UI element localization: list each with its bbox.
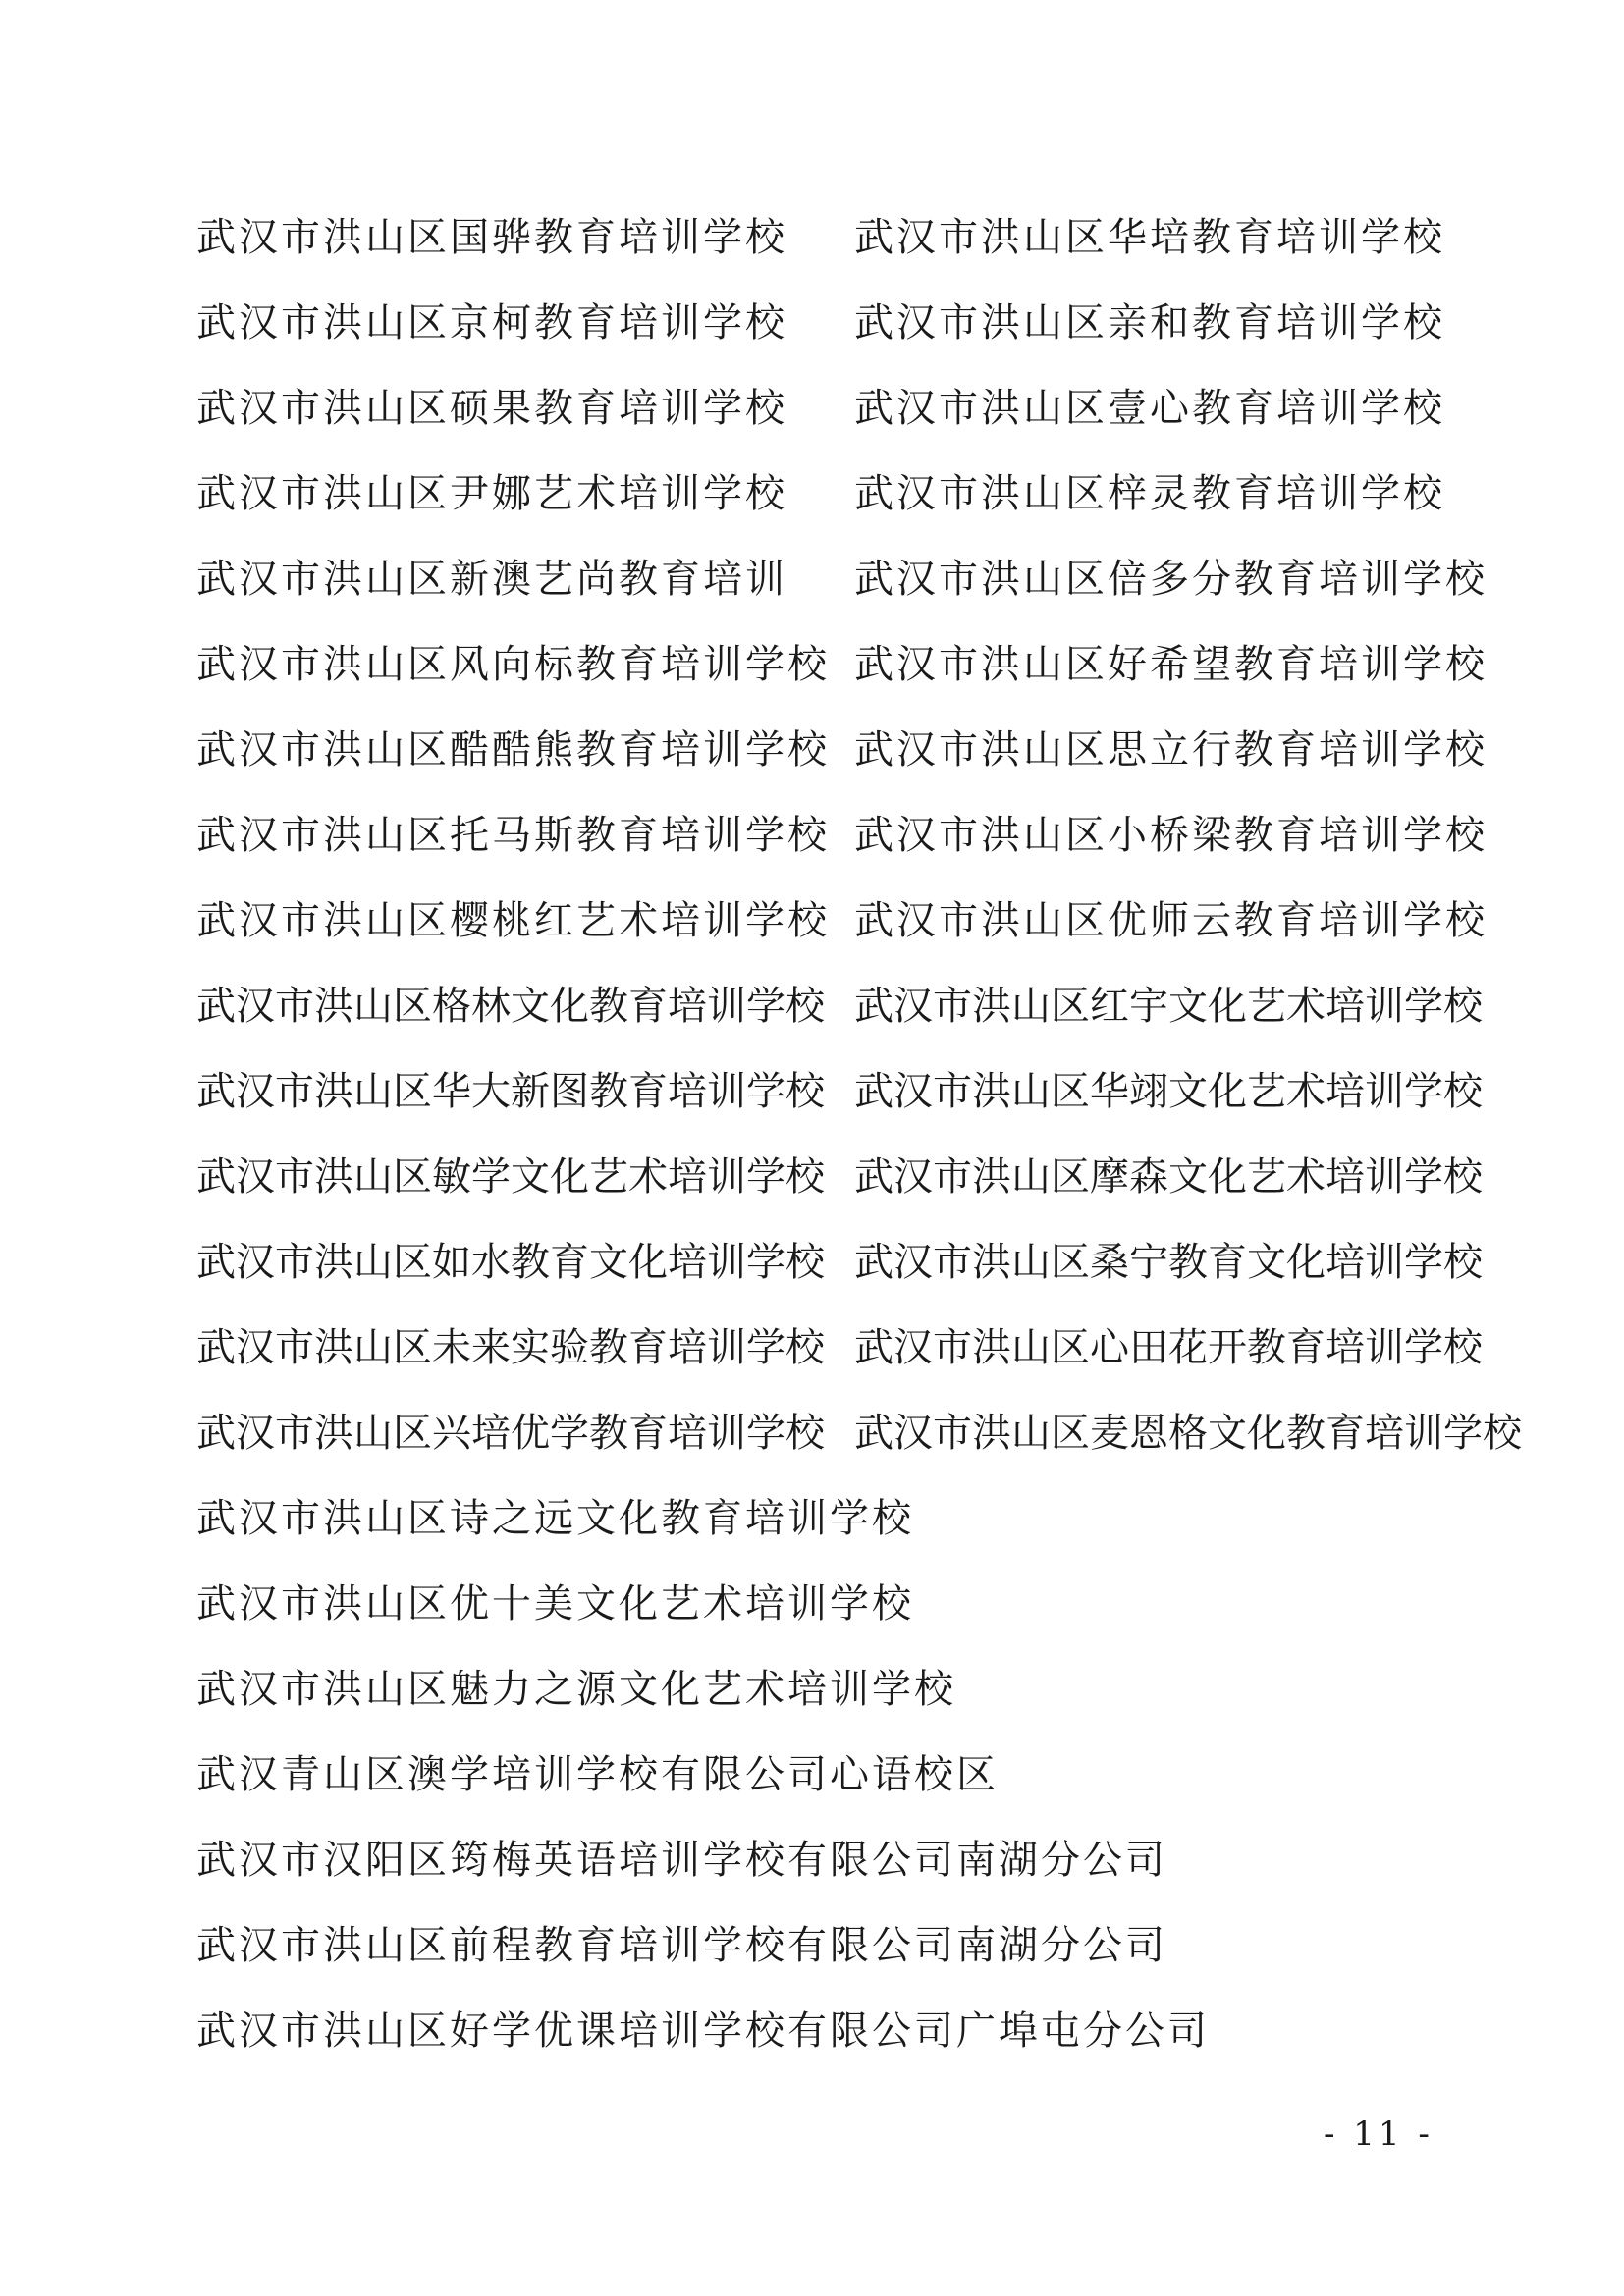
school-row [196, 1318, 1483, 1404]
school-row [196, 891, 1488, 977]
school-name-right: 武汉市洪山区梓灵教育培训学校 [854, 471, 1445, 516]
school-name-left: 武汉市洪山区格林文化教育培训学校 [196, 984, 825, 1029]
school-row [196, 379, 1473, 464]
school-row [196, 977, 1483, 1062]
school-name-right: 武汉市洪山区华培教育培训学校 [854, 215, 1445, 260]
school-name-left: 武汉市洪山区托马斯教育培训学校 [196, 813, 830, 858]
school-list [196, 208, 1522, 2087]
school-name-left: 武汉市洪山区如水教育文化培训学校 [196, 1240, 825, 1285]
school-name-right: 武汉市洪山区小桥梁教育培训学校 [854, 813, 1488, 858]
school-name-right: 武汉市洪山区壹心教育培训学校 [854, 386, 1445, 431]
school-row [196, 1404, 1522, 1489]
school-name-left: 武汉市洪山区硕果教育培训学校 [196, 386, 787, 431]
school-name-left: 武汉市洪山区风向标教育培训学校 [196, 642, 830, 687]
school-row [196, 1745, 1473, 1831]
school-row [196, 1233, 1483, 1318]
school-name-right: 武汉市洪山区红宇文化艺术培训学校 [854, 984, 1483, 1029]
school-row [196, 550, 1488, 635]
school-name-left: 武汉市洪山区尹娜艺术培训学校 [196, 471, 787, 516]
school-row [196, 464, 1473, 550]
school-row [196, 721, 1488, 806]
school-name-right: 武汉市洪山区桑宁教育文化培训学校 [854, 1240, 1483, 1285]
school-row [196, 208, 1473, 294]
school-row [196, 1489, 1473, 1575]
school-row [196, 1575, 1473, 1660]
school-name-left: 武汉市洪山区华大新图教育培训学校 [196, 1069, 825, 1114]
school-name: 武汉市洪山区前程教育培训学校有限公司南湖分公司 [196, 1923, 1167, 1968]
school-name: 武汉市洪山区魅力之源文化艺术培训学校 [196, 1667, 956, 1712]
school-name-right: 武汉市洪山区亲和教育培训学校 [854, 300, 1445, 346]
school-name-left: 武汉市洪山区樱桃红艺术培训学校 [196, 898, 830, 943]
school-name-right: 武汉市洪山区优师云教育培训学校 [854, 898, 1488, 943]
school-name: 武汉青山区澳学培训学校有限公司心语校区 [196, 1752, 999, 1797]
school-row [196, 1148, 1483, 1233]
school-name-right: 武汉市洪山区思立行教育培训学校 [854, 727, 1488, 773]
school-name-left: 武汉市洪山区未来实验教育培训学校 [196, 1325, 825, 1370]
school-row [196, 635, 1488, 721]
school-name: 武汉市汉阳区筠梅英语培训学校有限公司南湖分公司 [196, 1838, 1167, 1883]
school-row [196, 1831, 1473, 1916]
page-number: - 11 - [1324, 2114, 1434, 2154]
school-row [196, 1916, 1473, 2002]
school-name-left: 武汉市洪山区国骅教育培训学校 [196, 215, 787, 260]
school-name-left: 武汉市洪山区兴培优学教育培训学校 [196, 1411, 825, 1456]
school-name: 武汉市洪山区好学优课培训学校有限公司广埠屯分公司 [196, 2008, 1210, 2054]
school-name-left: 武汉市洪山区京柯教育培训学校 [196, 300, 787, 346]
school-name-right: 武汉市洪山区摩森文化艺术培训学校 [854, 1154, 1483, 1200]
school-name-left: 武汉市洪山区酷酷熊教育培训学校 [196, 727, 830, 773]
school-row [196, 1062, 1483, 1148]
school-name-left: 武汉市洪山区新澳艺尚教育培训 [196, 557, 787, 602]
school-row [196, 1660, 1473, 1745]
school-name-right: 武汉市洪山区倍多分教育培训学校 [854, 557, 1488, 602]
school-row [196, 294, 1473, 379]
school-row [196, 2002, 1473, 2087]
school-name-right: 武汉市洪山区心田花开教育培训学校 [854, 1325, 1483, 1370]
school-name: 武汉市洪山区优十美文化艺术培训学校 [196, 1581, 914, 1627]
school-name-right: 武汉市洪山区好希望教育培训学校 [854, 642, 1488, 687]
school-name-left: 武汉市洪山区敏学文化艺术培训学校 [196, 1154, 825, 1200]
school-row [196, 806, 1488, 891]
school-name-right: 武汉市洪山区麦恩格文化教育培训学校 [854, 1411, 1522, 1456]
school-name-right: 武汉市洪山区华翊文化艺术培训学校 [854, 1069, 1483, 1114]
school-name: 武汉市洪山区诗之远文化教育培训学校 [196, 1496, 914, 1541]
